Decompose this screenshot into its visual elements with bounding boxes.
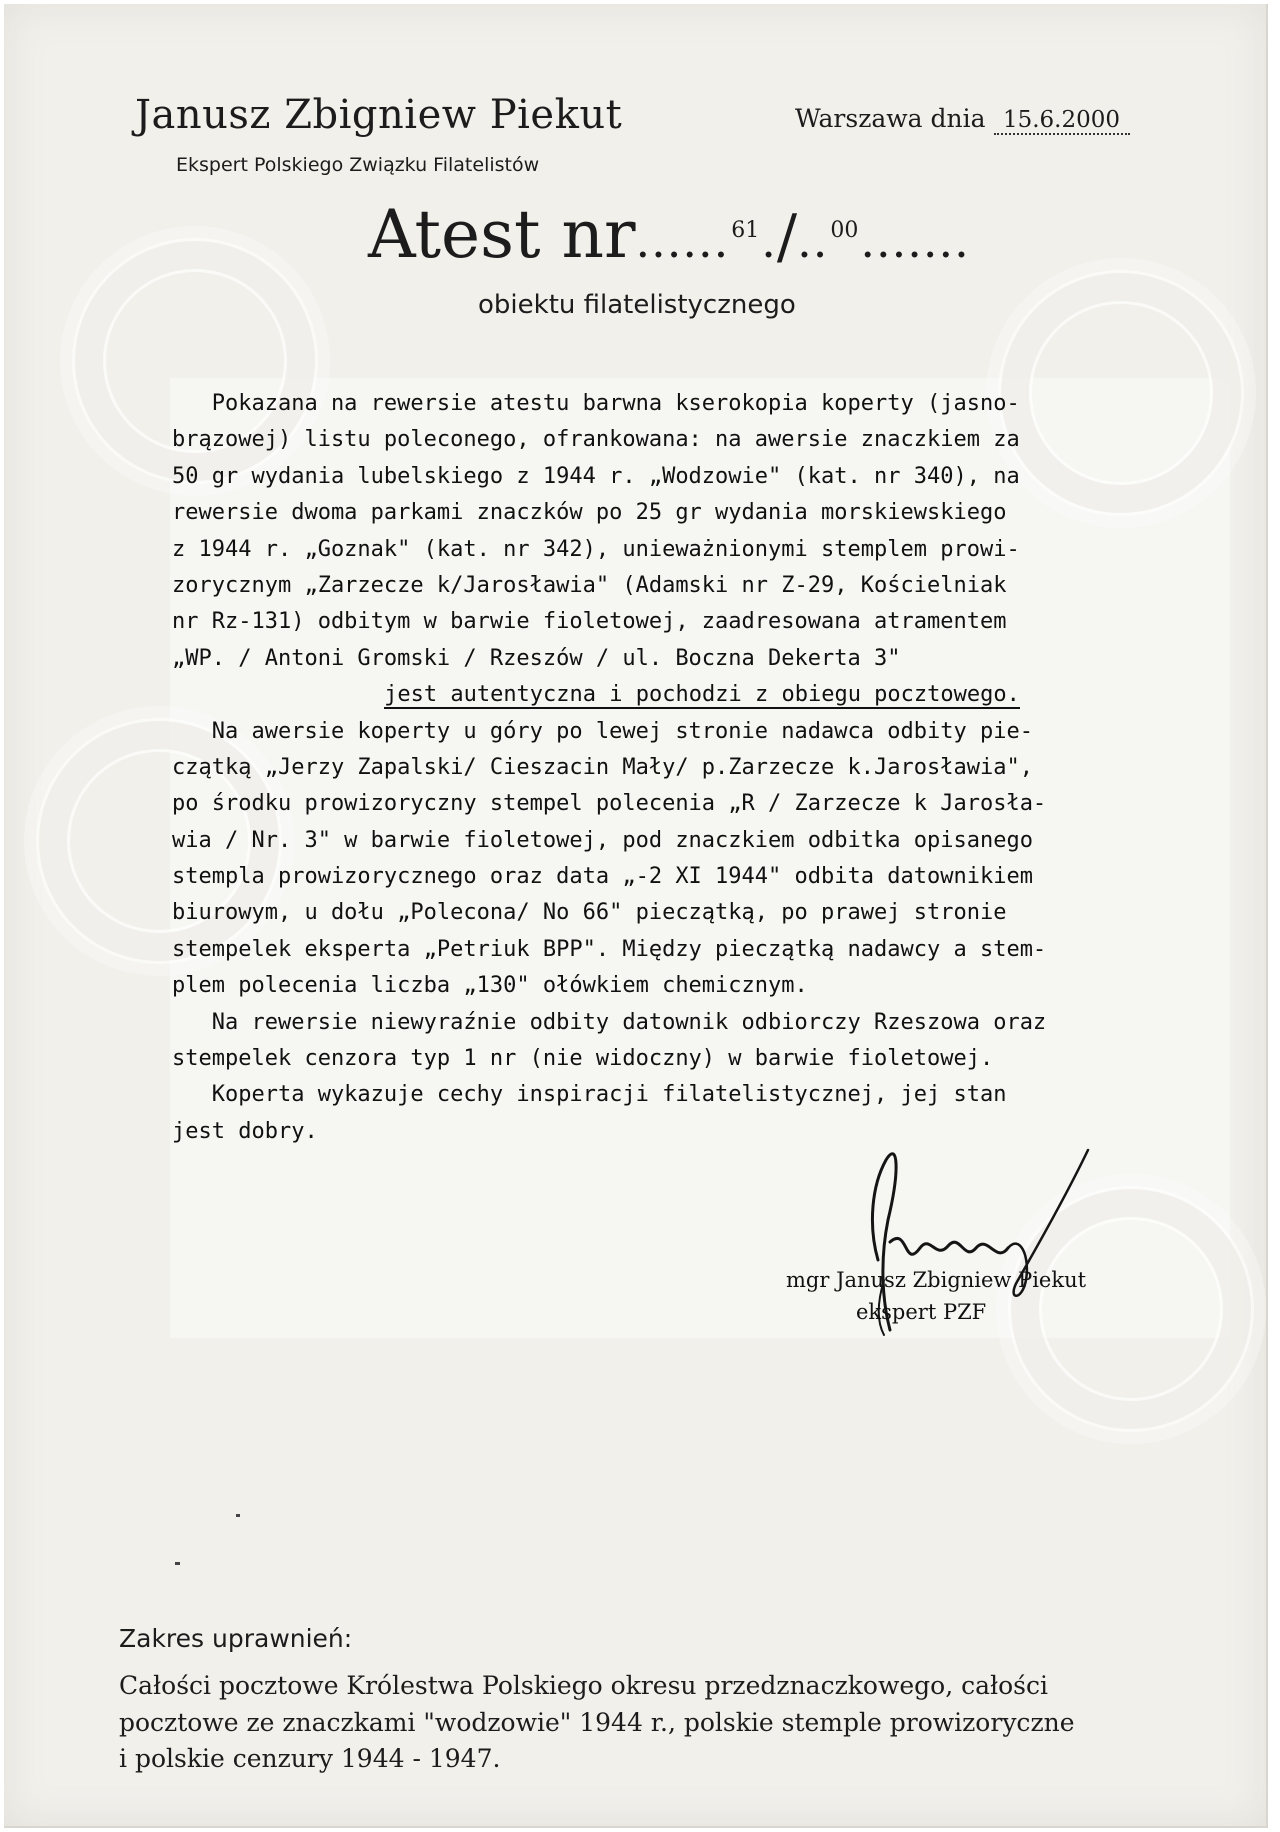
- certificate-body: [172, 386, 1232, 1150]
- scope-line: Całości pocztowe Królestwa Polskiego okresu przedznaczkowego, całości: [119, 1671, 1048, 1700]
- certificate-year: 00: [830, 218, 859, 243]
- certificate-title: [368, 196, 970, 273]
- scope-text: [119, 1668, 1119, 1778]
- scope-line: pocztowe ze znaczkami "wodzowie" 1944 r., polskie stemple prowizoryczne: [119, 1707, 1075, 1737]
- body-line: stempelek eksperta „Petriuk BPP". Między pieczątką nadawcy a stem-: [172, 936, 1047, 962]
- body-line: nr Rz-131) odbitym w barwie fioletowej, zaadresowana atramentem: [172, 609, 1007, 635]
- place-prefix: Warszawa dnia: [795, 104, 986, 133]
- title-dots-4: .......: [860, 214, 970, 268]
- body-line: Pokazana na rewersie atestu barwna kserokopia koperty (jasno-: [172, 391, 1020, 416]
- body-line: Na rewersie niewyraźnie odbity datownik odbiorczy Rzeszowa oraz: [172, 1009, 1047, 1035]
- conclusion-text: jest autentyczna i pochodzi z obiegu pocztowego.: [384, 682, 1020, 708]
- title-slash: /: [776, 202, 798, 272]
- expert-name-heading: Janusz Zbigniew Piekut: [135, 92, 623, 138]
- body-line: stempla prowizorycznego oraz data „-2 XI 1944" odbita datownikiem: [172, 864, 1033, 890]
- body-line: z 1944 r. „Goznak" (kat. nr 342), unieważnionymi stemplem prowi-: [172, 536, 1020, 562]
- body-line: plem polecenia liczba „130" ołówkiem chemicznym.: [172, 973, 808, 999]
- body-line: jest dobry.: [172, 1118, 318, 1144]
- signatory-name: mgr Janusz Zbigniew Piekut: [786, 1268, 1087, 1292]
- scope-label: Zakres uprawnień:: [119, 1624, 353, 1653]
- certificate-number: 61: [731, 218, 760, 243]
- body-line: po środku prowizoryczny stempel polecenia „R / Zarzecze k Jarosła-: [172, 791, 1047, 817]
- signatory-title: ekspert PZF: [856, 1300, 987, 1324]
- certificate-date: 15.6.2000: [994, 107, 1130, 135]
- body-line: wia / Nr. 3" w barwie fioletowej, pod znaczkiem odbitka opisanego: [172, 827, 1033, 853]
- body-line: 50 gr wydania lubelskiego z 1944 r. „Wodzowie" (kat. nr 340), na: [172, 463, 1020, 489]
- title-dots-1: ......: [635, 214, 730, 268]
- body-line: brązowej) listu poleconego, ofrankowana: na awersie znaczkiem za: [172, 427, 1020, 453]
- certificate-title-word: Atest nr: [368, 196, 636, 273]
- body-line: biurowym, u dołu „Polecona/ No 66" pieczątką, po prawej stronie: [172, 900, 1007, 926]
- title-dots-3: ..: [797, 214, 829, 268]
- title-dots-2: .: [761, 214, 777, 268]
- expert-affiliation: Ekspert Polskiego Związku Filatelistów: [176, 154, 540, 176]
- conclusion-line: [172, 677, 1232, 713]
- body-line: stempelek cenzora typ 1 nr (nie widoczny) w barwie fioletowej.: [172, 1046, 994, 1072]
- body-line: „WP. / Antoni Gromski / Rzeszów / ul. Boczna Dekerta 3": [172, 645, 901, 671]
- body-line: Koperta wykazuje cechy inspiracji filatelistycznej, jej stan: [172, 1082, 1007, 1108]
- place-date: [795, 104, 1130, 135]
- margin-mark: [175, 1562, 180, 1565]
- certificate-object-label: obiektu filatelistycznego: [478, 290, 796, 320]
- body-line: Na awersie koperty u góry po lewej stronie nadawca odbity pie-: [172, 718, 1033, 744]
- margin-mark: [236, 1514, 240, 1517]
- body-line: czątką „Jerzy Zapalski/ Cieszacin Mały/ p.Zarzecze k.Jarosławia",: [172, 754, 1033, 780]
- body-line: zorycznym „Zarzecze k/Jarosławia" (Adamski nr Z-29, Kościelniak: [172, 572, 1007, 598]
- body-line: rewersie dwoma parkami znaczków po 25 gr wydania morskiewskiego: [172, 500, 1007, 526]
- scope-line: i polskie cenzury 1944 - 1947.: [119, 1744, 501, 1773]
